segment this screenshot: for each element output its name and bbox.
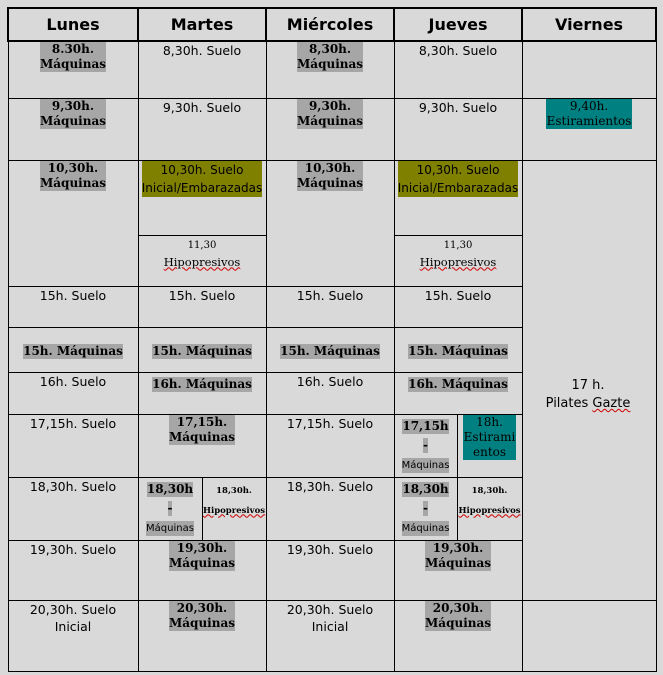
header-row — [8, 8, 656, 41]
cell-miercoles-1600: 16h. Suelo — [266, 372, 394, 414]
header-miercoles: Miércoles — [266, 8, 394, 41]
cell-martes-1130: 11,30 Hipopresivos — [138, 235, 266, 286]
cell-jueves-1600: 16h. Máquinas — [394, 372, 522, 414]
pilates-time: 17 h. — [571, 378, 605, 393]
schedule-row — [8, 160, 656, 235]
cell-jueves-1130: 11,30 Hipopresivos — [394, 235, 522, 286]
schedule-row — [8, 41, 656, 98]
cell-lunes-1600: 16h. Suelo — [8, 372, 138, 414]
class-label: 19,30h. Máquinas — [169, 540, 235, 570]
cell-jueves-0930: 9,30h. Suelo — [394, 98, 522, 160]
cell-jueves-0830: 8,30h. Suelo — [394, 41, 522, 98]
cell-martes-1715 — [138, 414, 266, 477]
cell-lunes-1830: 18,30h. Suelo — [8, 477, 138, 540]
class-label-stretching: 18h. Estirami entos — [463, 414, 516, 459]
cell-jueves-1830-hipopresivos: 18,30h. Hipopresivos — [457, 477, 522, 540]
class-label-inicial: 10,30h. Suelo Inicial/Embarazadas — [397, 162, 519, 195]
class-label: 20,30h. Máquinas — [169, 600, 235, 630]
header-viernes: Viernes — [522, 8, 656, 41]
cell-lunes-0930 — [8, 98, 138, 160]
pilates-label: Pilates Gazte — [545, 396, 631, 411]
cell-lunes-1715: 17,15h. Suelo — [8, 414, 138, 477]
cell-martes-1830-hipopresivos: 18,30h. Hipopresivos — [202, 477, 266, 540]
cell-viernes-2030 — [522, 600, 656, 671]
class-label: 10,30h. Máquinas — [40, 160, 106, 190]
cell-miercoles-1830: 18,30h. Suelo — [266, 477, 394, 540]
schedule-row — [8, 98, 656, 160]
cell-jueves-1930 — [394, 540, 522, 600]
cell-martes-1930 — [138, 540, 266, 600]
cell-jueves-1500-suelo: 15h. Suelo — [394, 286, 522, 327]
cell-martes-1030 — [138, 160, 266, 235]
weekly-schedule-table — [7, 7, 657, 672]
class-label: 20,30h. Máquinas — [425, 600, 492, 630]
cell-viernes-1700-pilates — [521, 377, 655, 413]
cell-lunes-0830 — [8, 41, 138, 98]
class-label: 10,30h. Máquinas — [297, 160, 364, 190]
cell-viernes-0830 — [522, 41, 656, 98]
cell-jueves-1830-maquinas: 18,30h - Máquinas — [394, 477, 457, 540]
cell-viernes-0940 — [522, 98, 656, 160]
class-label: 9,30h. Máquinas — [297, 98, 364, 128]
cell-miercoles-0930 — [266, 98, 394, 160]
cell-martes-1500-suelo: 15h. Suelo — [138, 286, 266, 327]
class-label: 8,30h. Máquinas — [297, 42, 364, 71]
cell-martes-0830: 8,30h. Suelo — [138, 41, 266, 98]
schedule-row — [8, 600, 656, 671]
cell-miercoles-2030: 20,30h. Suelo Inicial — [266, 600, 394, 671]
cell-martes-1830-maquinas: 18,30h - Máquinas — [138, 477, 202, 540]
cell-martes-1500-maquinas: 15h. Máquinas — [138, 327, 266, 372]
cell-miercoles-1030 — [266, 160, 394, 286]
class-label: 17,15h. Máquinas — [169, 414, 235, 444]
cell-jueves-2030 — [394, 600, 522, 671]
cell-lunes-1030 — [8, 160, 138, 286]
cell-jueves-1800-estiramientos — [457, 414, 522, 477]
class-label: 19,30h. Máquinas — [425, 540, 492, 570]
class-label: 9,30h. Máquinas — [40, 98, 106, 128]
header-jueves: Jueves — [394, 8, 522, 41]
cell-lunes-1500-suelo: 15h. Suelo — [8, 286, 138, 327]
class-label-inicial: 10,30h. Suelo Inicial/Embarazadas — [141, 162, 263, 195]
cell-jueves-1030 — [394, 160, 522, 235]
class-label: 8.30h. Máquinas — [40, 42, 106, 71]
class-label-stretching: 9,40h. Estiramientos — [546, 98, 632, 128]
cell-miercoles-1500-maquinas: 15h. Máquinas — [266, 327, 394, 372]
cell-jueves-1715-maquinas: 17,15h - Máquinas — [394, 414, 457, 477]
cell-martes-2030 — [138, 600, 266, 671]
cell-martes-1600: 16h. Máquinas — [138, 372, 266, 414]
cell-miercoles-1500-suelo: 15h. Suelo — [266, 286, 394, 327]
cell-lunes-1500-maquinas: 15h. Máquinas — [8, 327, 138, 372]
header-lunes: Lunes — [8, 8, 138, 41]
cell-miercoles-1930: 19,30h. Suelo — [266, 540, 394, 600]
cell-martes-0930: 9,30h. Suelo — [138, 98, 266, 160]
cell-miercoles-1715: 17,15h. Suelo — [266, 414, 394, 477]
cell-jueves-1500-maquinas: 15h. Máquinas — [394, 327, 522, 372]
cell-lunes-1930: 19,30h. Suelo — [8, 540, 138, 600]
cell-miercoles-0830 — [266, 41, 394, 98]
cell-lunes-2030: 20,30h. Suelo Inicial — [8, 600, 138, 671]
header-martes: Martes — [138, 8, 266, 41]
